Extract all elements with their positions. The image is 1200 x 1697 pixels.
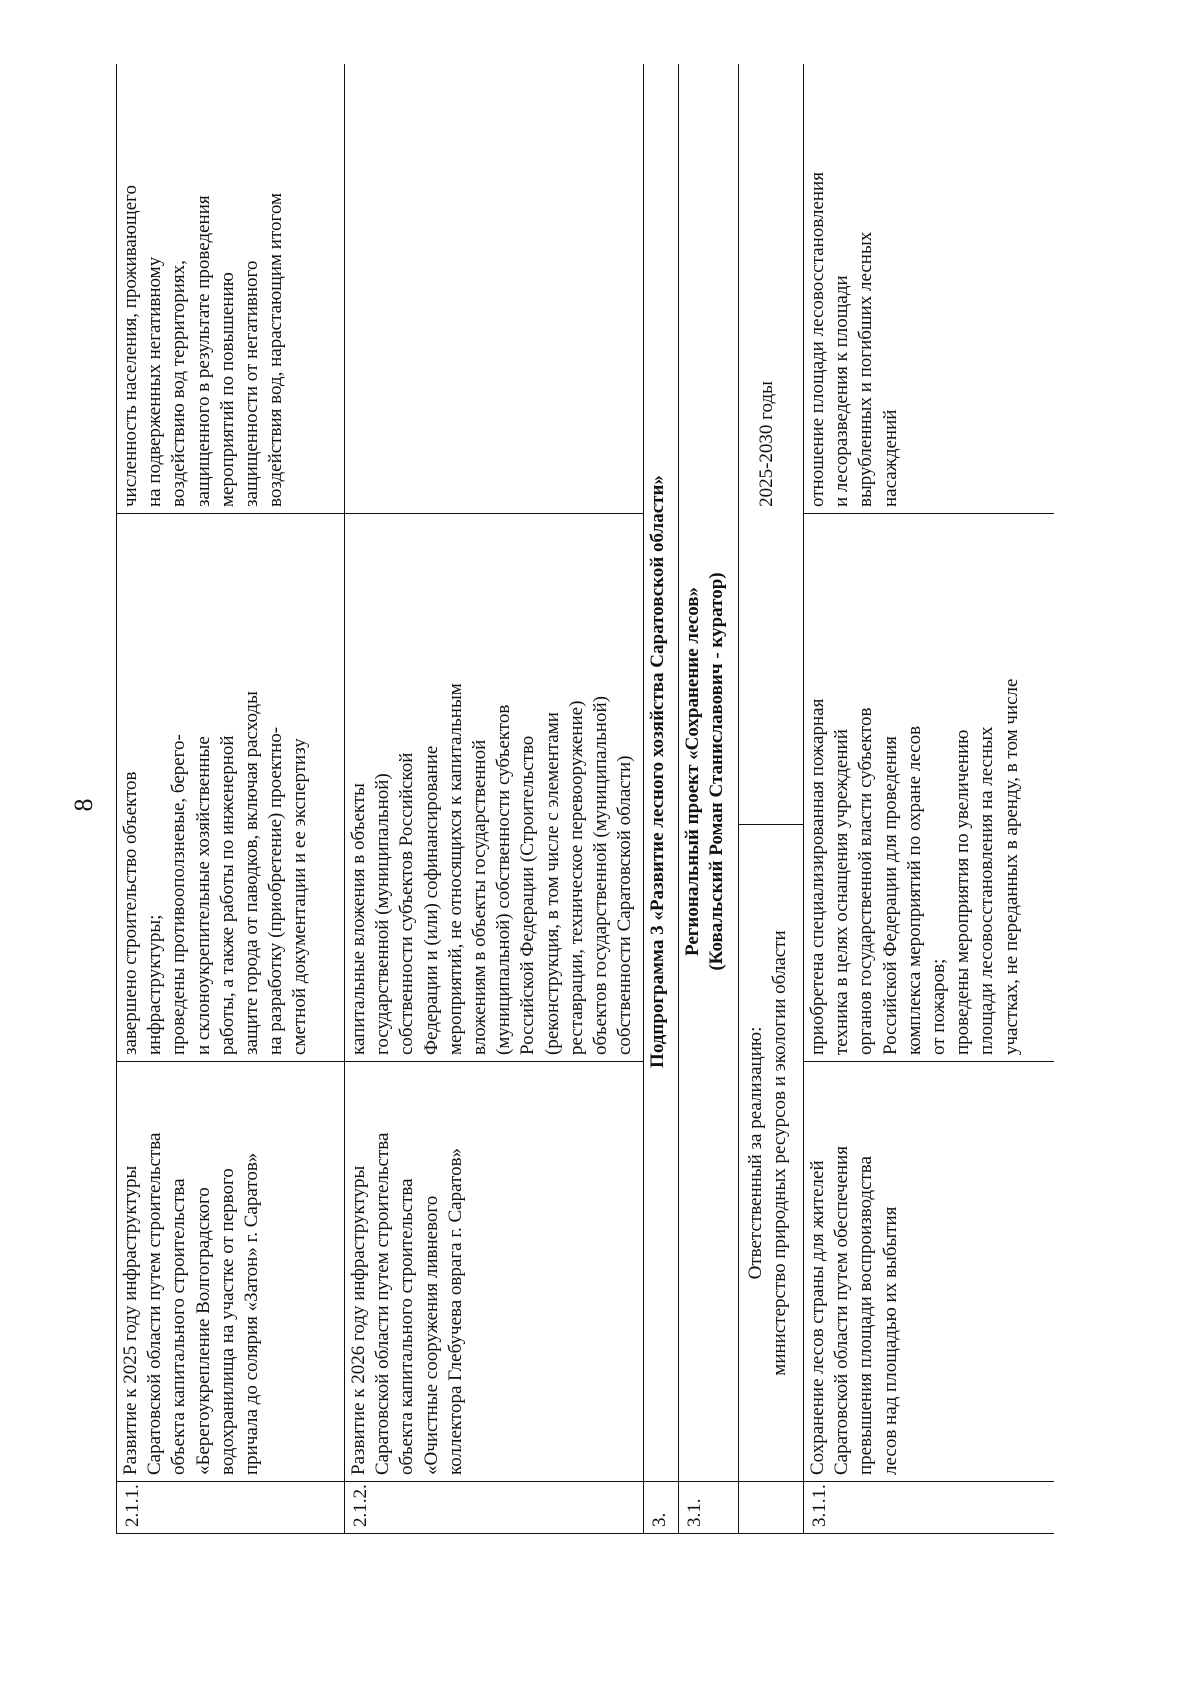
row-number: 2.1.1. bbox=[117, 1482, 345, 1534]
indicator-line: защищенного в результате проведения bbox=[192, 195, 214, 507]
row-number: 3. bbox=[644, 1482, 679, 1534]
task-line: техника в целях оснащения учреждений bbox=[831, 729, 853, 1055]
task-line: комплекса мероприятий по охране лесов bbox=[903, 725, 925, 1055]
program-table bbox=[116, 64, 1054, 1534]
task-line: собственности субъектов Российской bbox=[396, 752, 418, 1055]
task-line: капитальные вложения в объекты bbox=[348, 783, 369, 1055]
document-page bbox=[116, 64, 1054, 1534]
responsible-cell bbox=[739, 64, 804, 1482]
goal-line: причала до солярия «Затон» г. Саратов» bbox=[241, 1152, 263, 1475]
responsible-block bbox=[739, 824, 803, 1481]
task-line: и склоноукрепительные хозяйственные bbox=[192, 736, 214, 1055]
responsible-row bbox=[739, 64, 804, 1534]
task-line: приобретена специализированная пожарная bbox=[807, 698, 828, 1055]
goal-cell bbox=[345, 1062, 644, 1482]
table-row-3-1-1 bbox=[804, 64, 1055, 1534]
indicator-cell bbox=[804, 64, 1055, 514]
project-row bbox=[679, 64, 739, 1534]
page-number: 8 bbox=[69, 798, 98, 812]
task-line: Российской Федерации для проведения bbox=[879, 736, 901, 1055]
task-line: завершено строительство объектов bbox=[120, 771, 141, 1055]
indicator-cell bbox=[345, 64, 644, 514]
goal-line: Развитие к 2025 году инфраструктуры bbox=[120, 1165, 141, 1475]
subprogram-row bbox=[644, 64, 679, 1534]
indicator-line: насаждений bbox=[879, 409, 901, 507]
indicator-line: отношение площади лесовосстановления bbox=[807, 172, 828, 507]
row-number: 3.1. bbox=[679, 1482, 739, 1534]
goal-line: Саратовской области путем строительства bbox=[144, 1132, 166, 1475]
task-line: сметной документации и ее экспертизу bbox=[289, 738, 311, 1055]
task-line: вложениям в объекты государственной bbox=[469, 739, 491, 1055]
rotated-table-container bbox=[116, 64, 1054, 1534]
task-line: органов государственной власти субъектов bbox=[855, 707, 877, 1055]
goal-line: объекта капитального строительства bbox=[396, 1178, 418, 1475]
row-number: 2.1.2. bbox=[345, 1482, 644, 1534]
task-line: проведены мероприятия по увеличению bbox=[952, 729, 974, 1055]
indicator-line: воздействия вод, нарастающим итогом bbox=[265, 192, 287, 507]
indicator-cell bbox=[117, 64, 345, 514]
indicator-line: на подверженных негативному bbox=[144, 256, 166, 507]
task-line: собственности Саратовской области) bbox=[614, 755, 636, 1055]
task-line: инфраструктуры; bbox=[144, 914, 166, 1055]
task-line: реставрации, техническое перевооружение) bbox=[565, 700, 587, 1055]
task-cell bbox=[345, 514, 644, 1062]
goal-line: водохранилища на участке от первого bbox=[216, 1168, 238, 1475]
task-line: Российской Федерации (Строительство bbox=[517, 735, 539, 1055]
indicator-line: мероприятий по повышению bbox=[216, 272, 238, 507]
empty-number-cell bbox=[739, 1482, 804, 1534]
task-line: (муниципальной) собственности субъектов bbox=[493, 704, 515, 1055]
goal-line: коллектора Глебучева оврага г. Саратов» bbox=[444, 1147, 466, 1475]
task-line: площади лесовосстановления на лесных bbox=[976, 726, 998, 1055]
goal-line: Сохранение лесов страны для жителей bbox=[807, 1160, 828, 1475]
responsible-label: Ответственный за реализацию: bbox=[745, 1026, 766, 1280]
project-header bbox=[679, 64, 739, 1482]
task-cell bbox=[117, 514, 345, 1062]
implementation-period: 2025-2030 годы bbox=[756, 381, 777, 507]
responsible-value: министерство природных ресурсов и экологии области bbox=[769, 930, 791, 1376]
goal-line: превышения площади воспроизводства bbox=[855, 1156, 877, 1475]
project-title: Региональный проект «Сохранение лесов» bbox=[682, 587, 703, 956]
task-line: защите города от паводков, включая расходы bbox=[241, 691, 263, 1055]
indicator-line: воздействию вод территориях, bbox=[168, 260, 190, 507]
subprogram-title: Подпрограмма 3 «Развитие лесного хозяйства Саратовской области» bbox=[644, 64, 679, 1482]
indicator-line: вырубленных и погибших лесных bbox=[855, 231, 877, 507]
indicator-line: численность населения, проживающего bbox=[120, 185, 141, 507]
table-row-2-1-2 bbox=[345, 64, 644, 1534]
indicator-line: защищенности от негативного bbox=[241, 260, 263, 507]
goal-line: «Берегоукрепление Волгоградского bbox=[192, 1187, 214, 1475]
task-line: от пожаров; bbox=[928, 958, 950, 1055]
goal-line: лесов над площадью их выбытия bbox=[879, 1206, 901, 1475]
project-curator: (Ковальский Роман Станиславович - куратор) bbox=[706, 572, 728, 971]
task-line: мероприятий, не относящихся к капитальным bbox=[444, 683, 466, 1055]
goal-cell bbox=[804, 1062, 1055, 1482]
task-line: участках, не переданных в аренду, в том числе bbox=[1000, 678, 1022, 1055]
task-line: на разработку (приобретение) проектно- bbox=[265, 726, 287, 1055]
goal-line: Саратовской области путем обеспечения bbox=[831, 1146, 853, 1475]
indicator-line: и лесоразведения к площади bbox=[831, 275, 853, 507]
task-line: объектов государственной (муниципальной) bbox=[590, 696, 612, 1055]
goal-line: объекта капитального строительства bbox=[168, 1178, 190, 1475]
task-line: Федерации и (или) софинансирование bbox=[420, 745, 442, 1055]
goal-line: Саратовской области путем строительства bbox=[372, 1132, 394, 1475]
task-cell bbox=[804, 514, 1055, 1062]
task-line: работы, а также работы по инженерной bbox=[216, 735, 238, 1055]
table-row-2-1-1 bbox=[117, 64, 345, 1534]
goal-line: «Очистные сооружения ливневого bbox=[420, 1195, 442, 1475]
task-line: государственной (муниципальной) bbox=[372, 773, 394, 1055]
row-number: 3.1.1. bbox=[804, 1482, 1055, 1534]
goal-cell bbox=[117, 1062, 345, 1482]
task-line: (реконструкция, в том числе с элементами bbox=[541, 712, 563, 1055]
goal-line: Развитие к 2026 году инфраструктуры bbox=[348, 1165, 369, 1475]
task-line: проведены противооползневые, берего- bbox=[168, 734, 190, 1055]
